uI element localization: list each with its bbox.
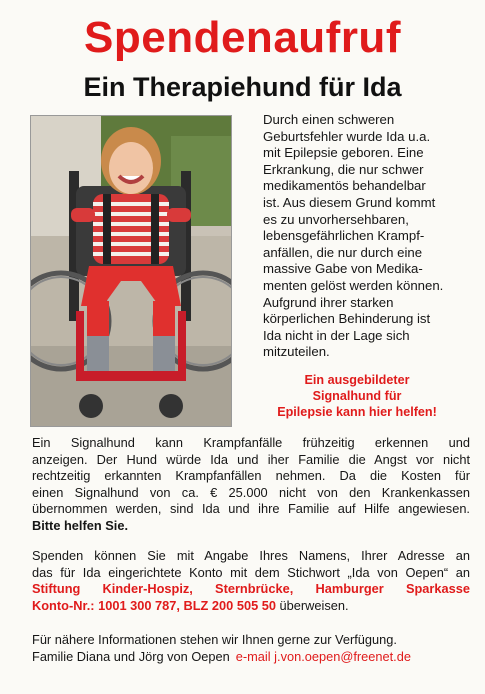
account-line (32, 598, 470, 615)
para-line: übernommen werden, sind Ida und ihre Familie auf Hilfe angewiesen. (32, 501, 470, 517)
bank-name: Stiftung Kinder-Hospiz, Sternbrücke, Hamburger Sparkasse (32, 581, 470, 597)
para-line: Spenden können Sie mit Angabe Ihres Namens, Ihrer Adresse an (32, 548, 470, 563)
email-address[interactable]: j.von.oepen@freenet.de (274, 649, 411, 664)
intro-line: Durch einen schweren (263, 112, 395, 127)
intro-line: ist. Aus diesem Grund kommt (263, 194, 436, 210)
page-subtitle: Ein Therapiehund für Ida (83, 72, 402, 102)
signal-dog-paragraph (32, 435, 470, 535)
intro-line: lebensgefährlichen Krampf- (263, 228, 425, 244)
intro-line: Geburtsfehler wurde Ida u.a. (263, 128, 431, 144)
intro-line: es zu unvorhersehbaren, (263, 211, 409, 227)
intro-line: Ida nicht in der Lage sich (263, 327, 410, 343)
email-label: e-mail (235, 649, 271, 664)
callout-line: Epilepsie kann hier helfen! (277, 405, 437, 419)
intro-line: Erkrankung, die nur schwer (263, 161, 424, 177)
contact-footer (32, 631, 472, 665)
signal-dog-callout (246, 372, 468, 420)
intro-line: mit Epilepsie geboren. Eine (263, 145, 424, 161)
intro-text (263, 112, 468, 361)
donation-paragraph (32, 548, 470, 614)
please-help-text: Bitte helfen Sie. (32, 517, 128, 533)
intro-line: Aufgrund ihrer starken (263, 294, 394, 310)
info-text: Für nähere Informationen stehen wir Ihnen gerne zur Verfügung. (32, 632, 397, 647)
account-number: Konto-Nr.: 1001 300 787, BLZ 200 505 50 (32, 597, 276, 613)
para-line: das für Ida eingerichtete Konto mit dem Stichwort „Ida von Oepen“ an (32, 564, 470, 580)
intro-line: menten gelöst werden können. (263, 277, 444, 293)
family-line (32, 648, 472, 665)
intro-line: massive Gabe von Medika- (263, 261, 423, 277)
intro-line: anfällen, die nur durch eine (263, 244, 423, 260)
callout-line: Ein ausgebildeter (304, 373, 410, 387)
page-title: Spendenaufruf (84, 13, 401, 62)
account-suffix: überweisen. (275, 597, 349, 613)
callout-line: Signalhund für (312, 389, 402, 403)
para-line: einen Signalhund von ca. € 25.000 nicht von den Krankenkassen (32, 484, 470, 500)
para-line: Ein Signalhund kann Krampfanfälle frühzeitig erkennen und (32, 435, 470, 450)
para-line: rechtzeitig erkannten Krampfanfällen nehmen. Da die Kosten für (32, 468, 470, 484)
intro-line: körperlichen Behinderung ist (263, 311, 431, 327)
family-name: Familie Diana und Jörg von Oepen (32, 649, 230, 664)
para-line: anzeigen. Der Hund würde Ida und iher Familie die Angst vor nicht (32, 451, 470, 467)
child-photo (30, 115, 232, 427)
intro-line: medikamentös behandelbar (263, 178, 426, 194)
intro-line: mitzuteilen. (263, 344, 330, 360)
